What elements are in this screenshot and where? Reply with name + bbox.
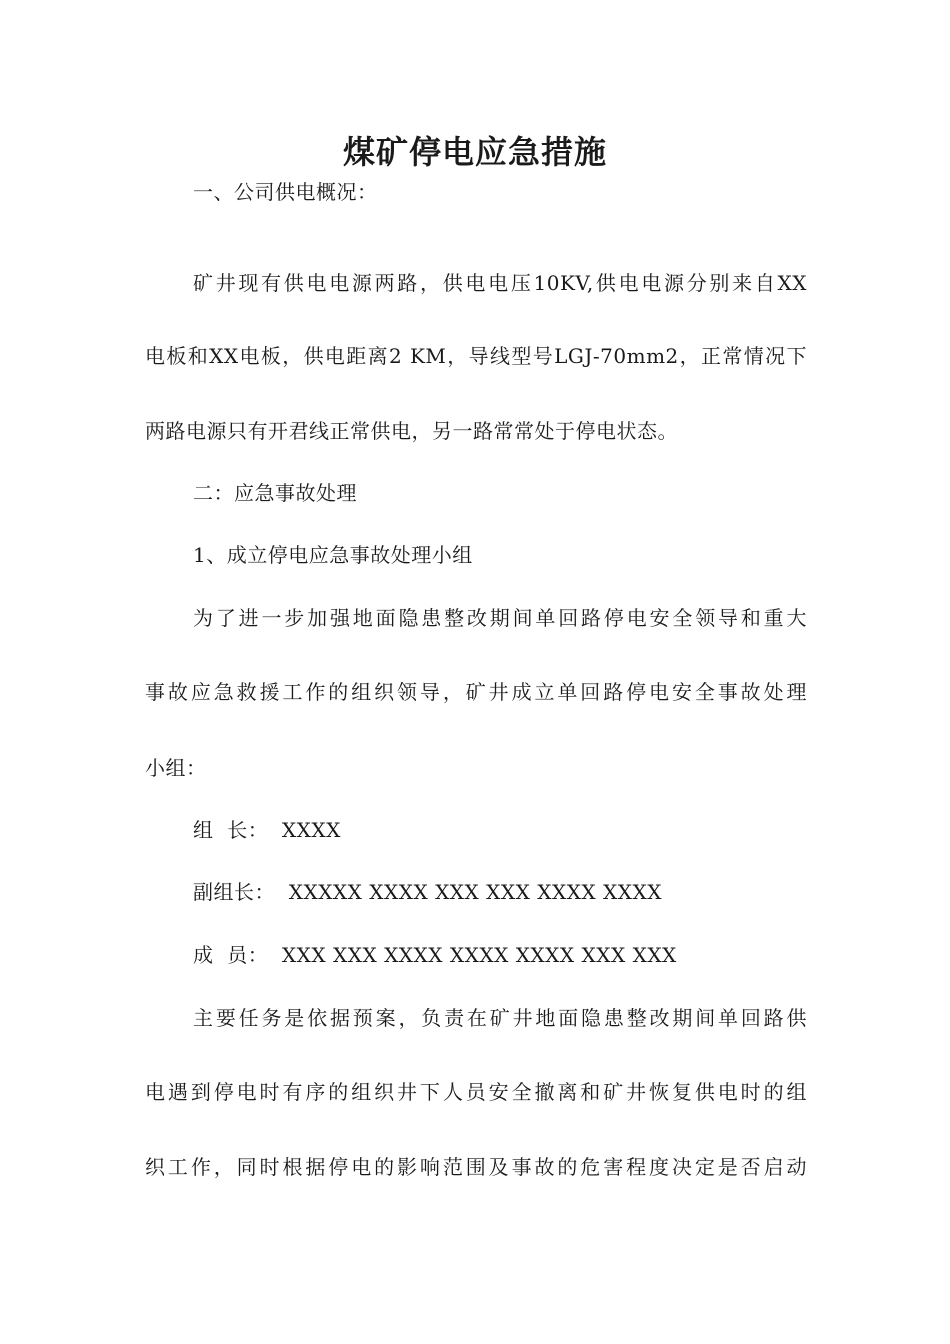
paragraph-line: 主要任务是依据预案，负责在矿井地面隐患整改期间单回路供 [193,1006,807,1030]
paragraph-line: 织工作，同时根据停电的影响范围及事故的危害程度决定是否启动 [145,1155,807,1179]
paragraph-line: 矿井现有供电电源两路，供电电压10KV,供电电源分别来自XX [193,271,807,295]
paragraph-line: 电遇到停电时有序的组织井下人员安全撤离和矿井恢复供电时的组 [145,1080,807,1104]
document-title: 煤矿停电应急措施 [342,133,607,171]
paragraph-line: 电板和XX电板，供电距离2 KM，导线型号LGJ-70mm2，正常情况下 [145,344,807,368]
paragraph-line: 为了进一步加强地面隐患整改期间单回路停电安全领导和重大 [193,606,807,630]
paragraph-line: 两路电源只有开君线正常供电，另一路常常处于停电状态。 [145,419,678,443]
deputy-leader-line: 副组长： XXXXX XXXX XXX XXX XXXX XXXX [193,880,662,904]
section-heading-2: 二：应急事故处理 [193,481,357,505]
paragraph-line: 事故应急救援工作的组织领导，矿井成立单回路停电安全事故处理 [145,680,807,704]
group-leader-line: 组 长： XXXX [193,818,341,842]
paragraph-line: 小组： [145,756,207,780]
members-line: 成 员： XXX XXX XXXX XXXX XXXX XXX XXX [193,943,677,967]
section-heading-1: 一、公司供电概况： [193,180,378,204]
subsection-heading: 1、成立停电应急事故处理小组 [193,543,473,567]
